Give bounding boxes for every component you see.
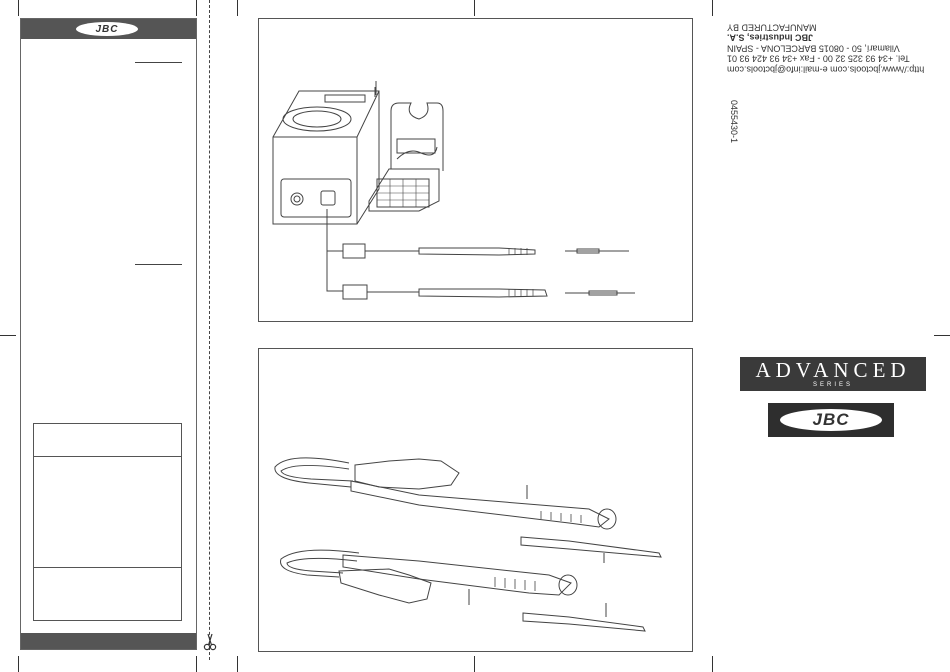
form-box bbox=[33, 456, 182, 568]
warranty-card bbox=[20, 18, 197, 650]
crop-mark bbox=[934, 335, 950, 336]
handpiece-illustration bbox=[258, 348, 693, 652]
signature-line bbox=[135, 264, 182, 265]
crop-mark bbox=[237, 656, 238, 672]
series-name: ADVANCED bbox=[755, 358, 911, 382]
manufacturer-phone: Tel. +34 93 325 32 00 - Fax +34 93 424 93 01 bbox=[727, 54, 910, 64]
form-box bbox=[33, 567, 182, 621]
logo-text-large: JBC bbox=[812, 410, 850, 429]
crop-mark bbox=[196, 0, 197, 16]
crop-mark bbox=[196, 656, 197, 672]
handpiece-drawing bbox=[259, 349, 692, 651]
jbc-logo-pill bbox=[780, 409, 882, 431]
crop-mark bbox=[0, 335, 16, 336]
logo-text: JBC bbox=[95, 23, 119, 35]
crop-mark bbox=[474, 656, 475, 672]
manufacturer-block bbox=[727, 22, 933, 75]
document-code: 0455430-1 bbox=[729, 100, 739, 144]
signature-line bbox=[135, 62, 182, 63]
scissors-icon bbox=[203, 633, 217, 654]
manufacturer-company: JBC Industries, S.A. bbox=[727, 33, 814, 43]
form-box bbox=[33, 423, 182, 457]
station-illustration bbox=[258, 18, 693, 322]
card-header-band bbox=[21, 19, 196, 39]
series-subtitle: SERIES bbox=[812, 382, 853, 388]
crop-mark bbox=[18, 656, 19, 672]
manufacturer-address: Vilamarí, 50 - 08015 BARCELONA - SPAIN bbox=[727, 43, 900, 54]
manufacturer-heading: MANUFACTURED BY bbox=[727, 22, 817, 33]
soldering-station-drawing bbox=[259, 19, 692, 321]
crop-mark bbox=[712, 656, 713, 672]
cut-line bbox=[209, 0, 210, 660]
crop-mark bbox=[474, 0, 475, 16]
jbc-logo-large bbox=[768, 403, 894, 437]
crop-mark bbox=[712, 0, 713, 16]
card-footer-band bbox=[21, 633, 196, 649]
crop-mark bbox=[237, 0, 238, 16]
jbc-logo bbox=[76, 22, 138, 36]
series-label bbox=[740, 357, 926, 391]
crop-mark bbox=[18, 0, 19, 16]
manufacturer-web: http://www.jbctools.com e-mail:info@jbctools.com bbox=[727, 64, 925, 75]
